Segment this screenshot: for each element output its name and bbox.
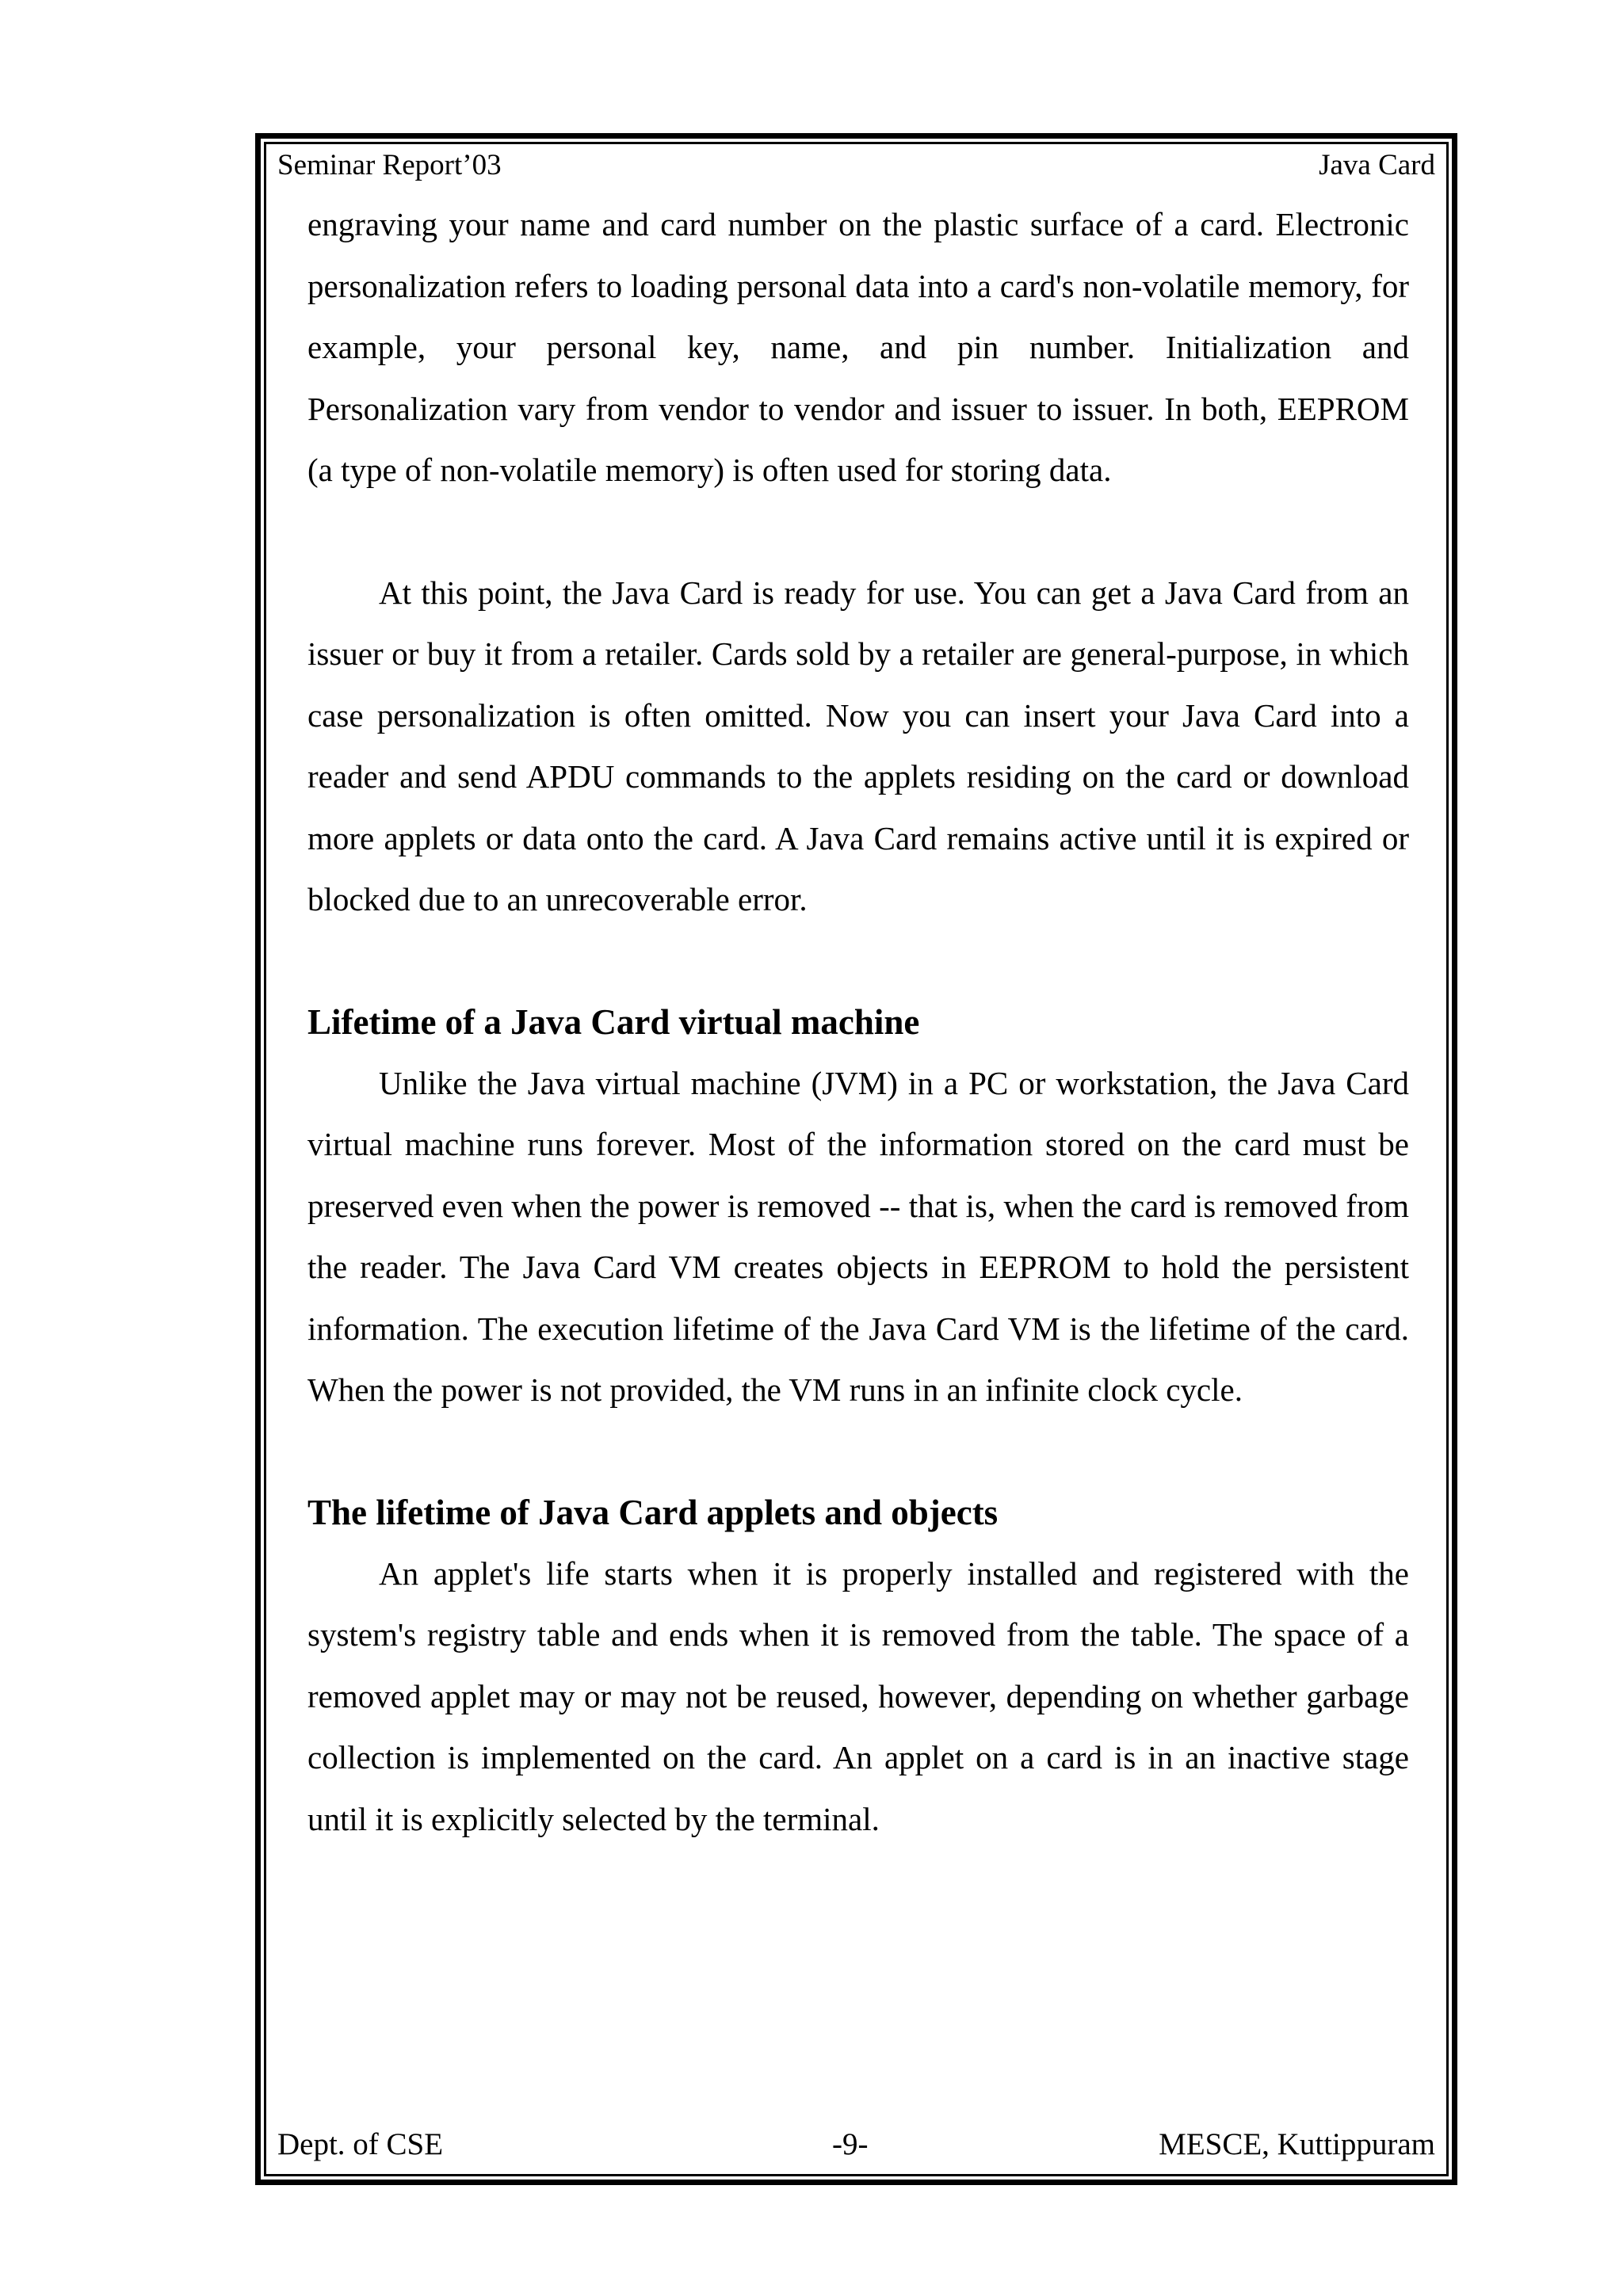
running-header <box>277 146 1435 185</box>
section-heading-vm-lifetime: Lifetime of a Java Card virtual machine <box>307 1001 920 1042</box>
footer-institution: MESCE, Kuttippuram <box>1159 2127 1435 2161</box>
page-number: -9- <box>832 2127 869 2161</box>
footer-department: Dept. of CSE <box>277 2127 444 2161</box>
paragraph-ready-for-use: At this point, the Java Card is ready for use. You can get a Java Card from an issuer or buy it from a retailer. Cards sold by a retailer are general-purpose, in which case personalization is often omitted. Now you can insert your Java Card into a reader and send APDU commands to the applets residing on the card or download more applets or data onto the card. A Java Card remains active until it is expired or blocked due to an unrecoverable error. <box>307 574 1409 917</box>
header-topic: Java Card <box>1319 149 1435 181</box>
page-body <box>307 194 1409 1850</box>
section-body-applet-lifetime: An applet's life starts when it is properly installed and registered with the system's registry table and ends when it is removed from the table. The space of a removed applet may or may not be reused, however, depending on whether garbage collection is implemented on the card. An applet on a card is in an inactive stage until it is explicitly selected by the terminal. <box>307 1554 1409 1837</box>
section-heading-applet-lifetime: The lifetime of Java Card applets and objects <box>307 1492 999 1532</box>
header-report-title: Seminar Report’03 <box>277 149 502 181</box>
paragraph-continuation: engraving your name and card number on the plastic surface of a card. Electronic personalization refers to loading personal data into a card's non-volatile memory, for example, your personal key, name, and pin number. Initialization and Personalization vary from vendor to vendor and issuer to issuer. In both, EEPROM (a type of non-volatile memory) is often used for storing data. <box>307 206 1409 488</box>
section-body-vm-lifetime: Unlike the Java virtual machine (JVM) in a PC or workstation, the Java Card virtual machine runs forever. Most of the information stored on the card must be preserved even when the power is removed -- that is, when the card is removed from the reader. The Java Card VM creates objects in EEPROM to hold the persistent information. The execution lifetime of the Java Card VM is the lifetime of the card. When the power is not provided, the VM runs in an infinite clock cycle. <box>307 1064 1409 1408</box>
running-footer <box>277 2125 1435 2164</box>
